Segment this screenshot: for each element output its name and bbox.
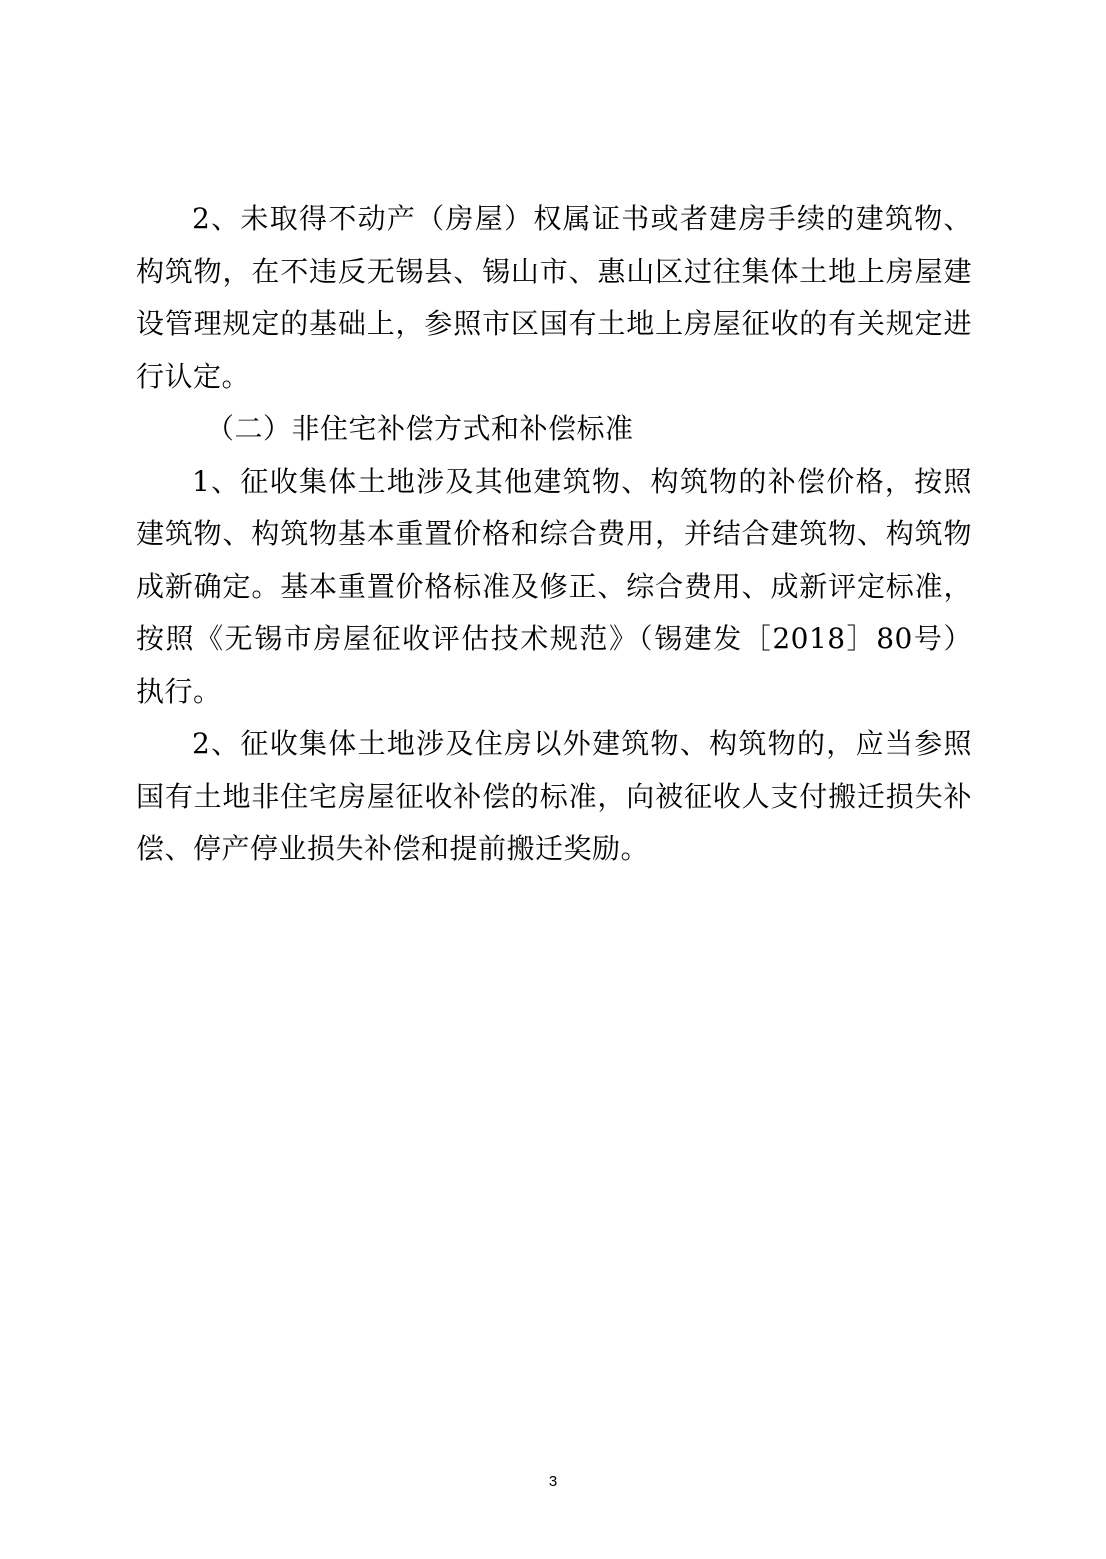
- paragraph-other-structures-compensation: 1、征收集体土地涉及其他建筑物、构筑物的补偿价格，按照建筑物、构筑物基本重置价格和综合费用，并结合建筑物、构筑物成新确定。基本重置价格标准及修正、综合费用、成新评定标准，按照《无锡市房屋征收评估技术规范》（锡建发［2018］80号）执行。: [136, 464, 972, 708]
- section-heading-non-residential-compensation: （二）非住宅补偿方式和补偿标准: [206, 412, 634, 445]
- paragraph-unlicensed-buildings: 2、未取得不动产（房屋）权属证书或者建房手续的建筑物、构筑物，在不违反无锡县、锡山市、惠山区过往集体土地上房屋建设管理规定的基础上，参照市区国有土地上房屋征收的有关规定进行认定。: [136, 202, 972, 393]
- page-number: 3: [548, 1473, 558, 1490]
- paragraph-non-housing-relocation-compensation: 2、征收集体土地涉及住房以外建筑物、构筑物的，应当参照国有土地非住宅房屋征收补偿的标准，向被征收人支付搬迁损失补偿、停产停业损失补偿和提前搬迁奖励。: [136, 727, 972, 865]
- document-body: [136, 193, 972, 876]
